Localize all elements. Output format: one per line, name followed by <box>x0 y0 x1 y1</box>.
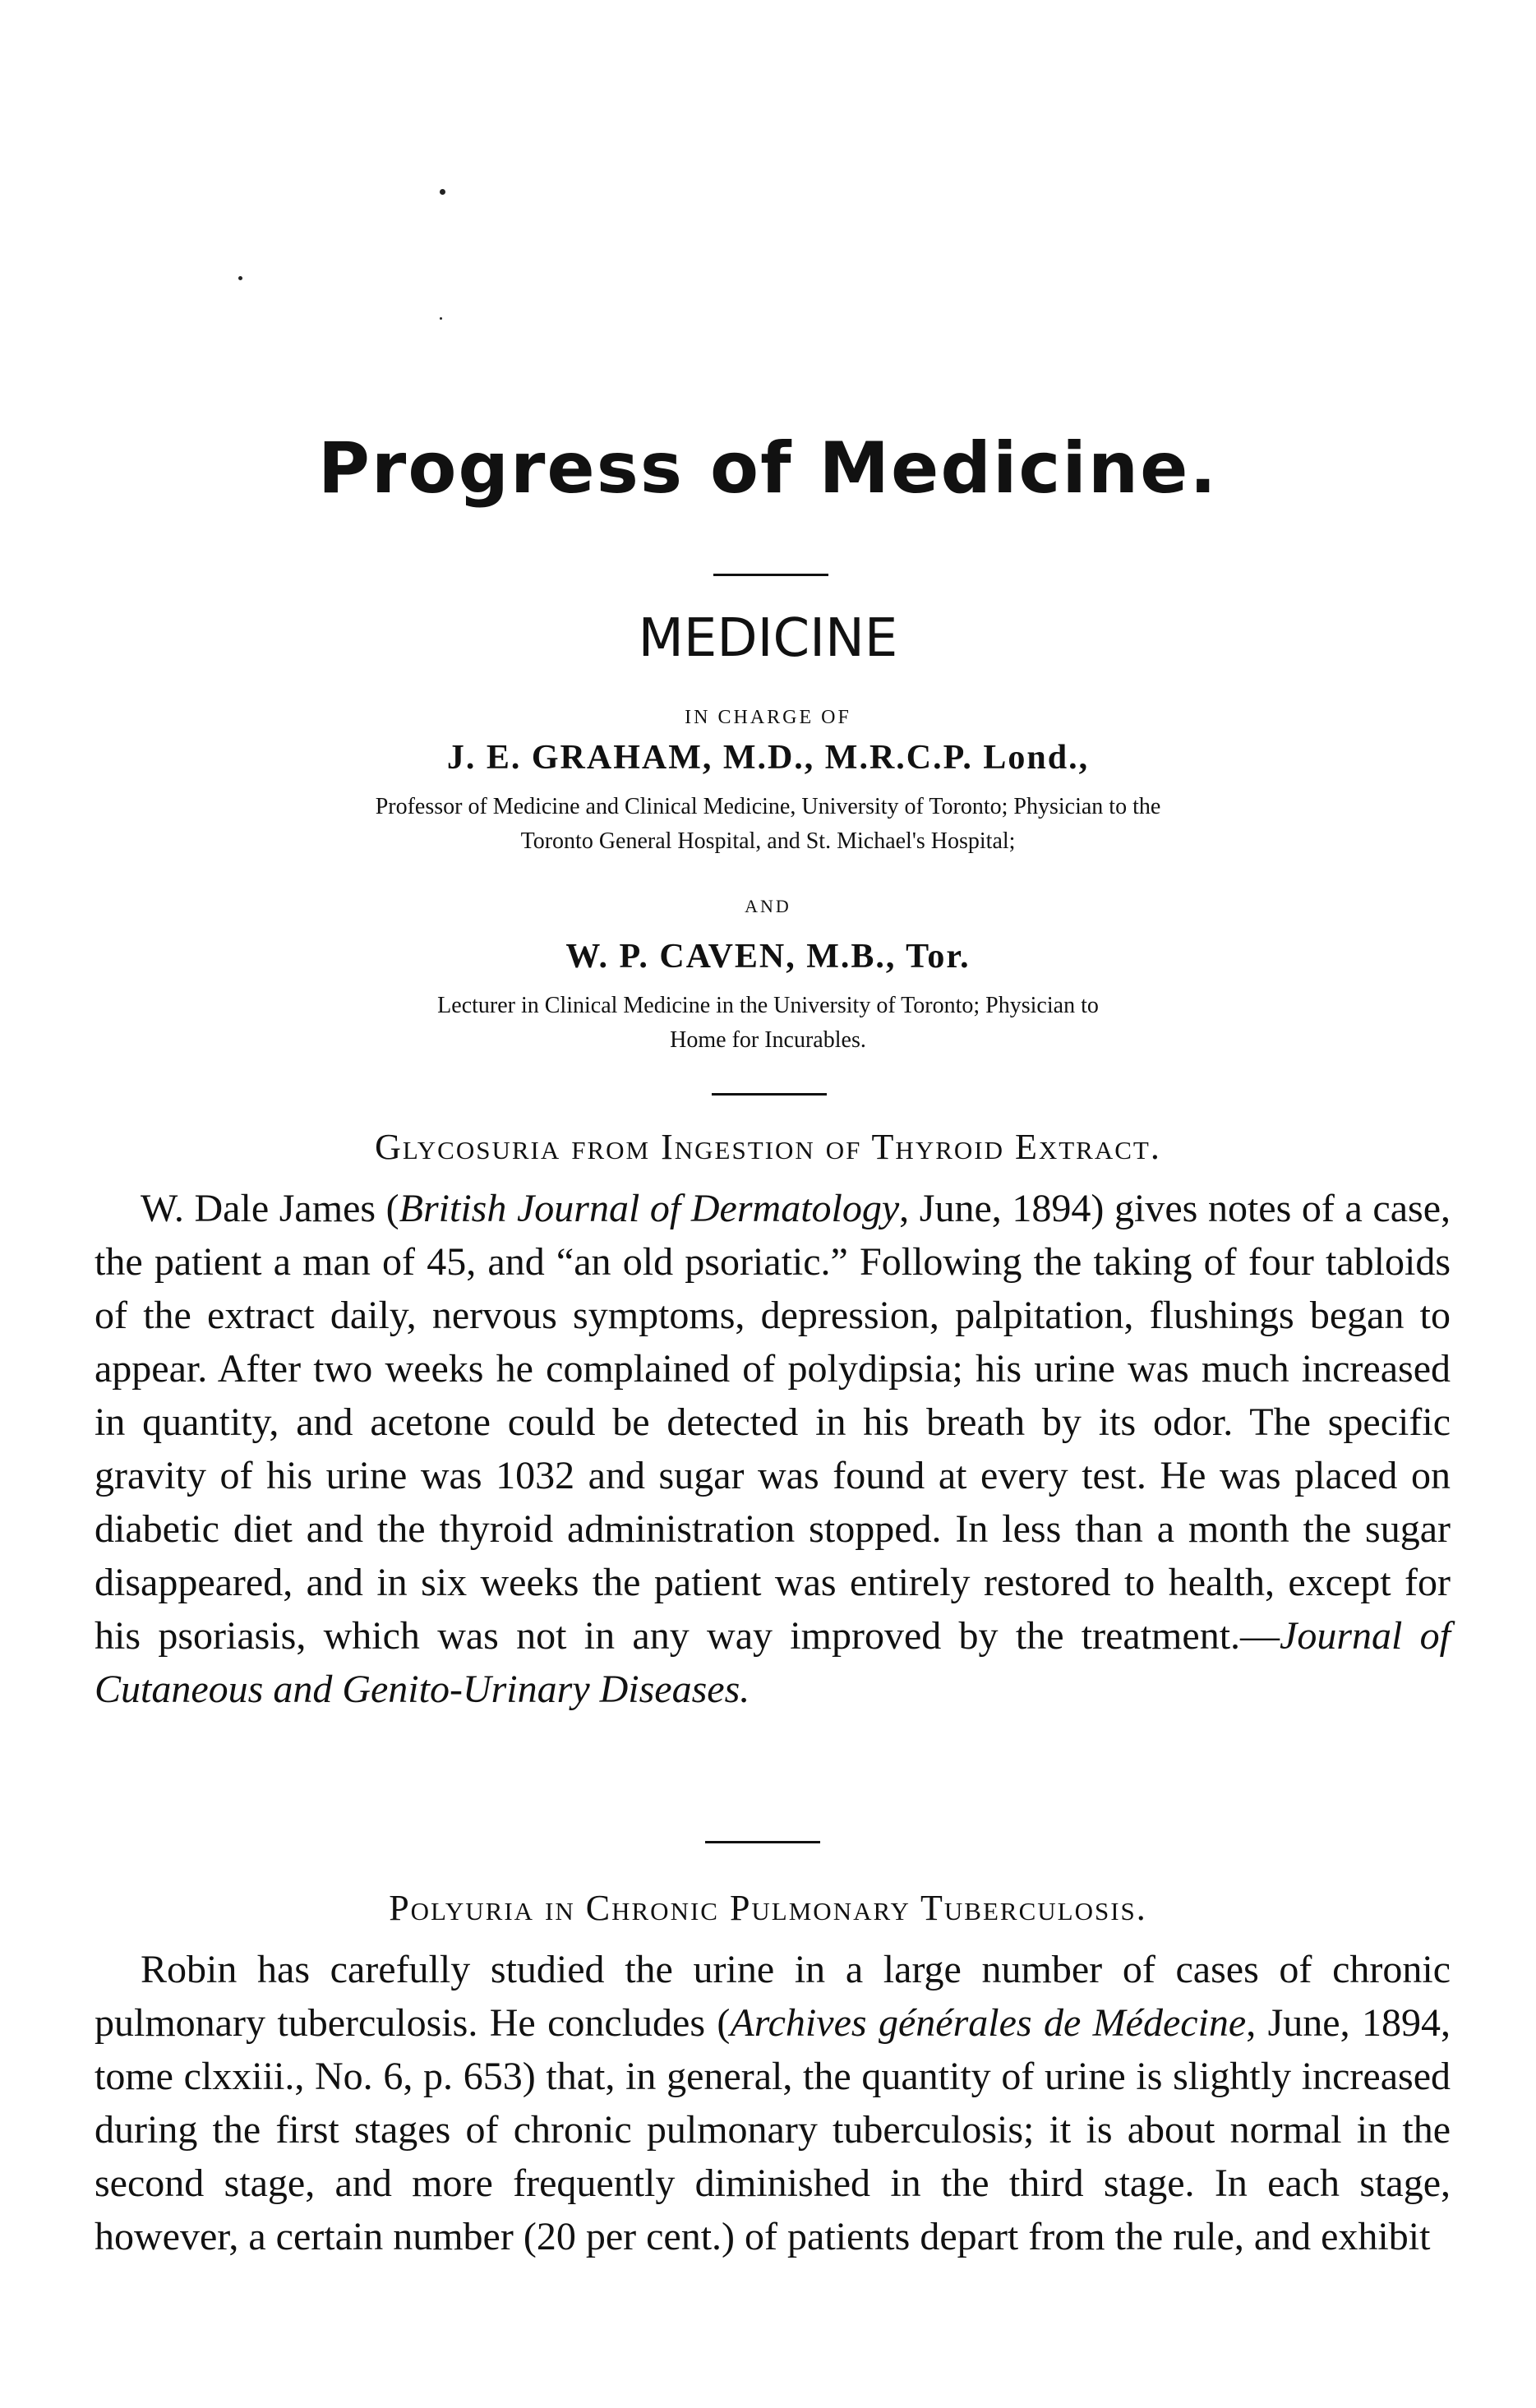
article-body <box>95 1182 1451 1716</box>
article-citation: Journal of Cutaneous and Genito-Urinary Diseases. <box>95 1614 1451 1711</box>
ink-speck <box>440 189 445 195</box>
editor-credentials: Professor of Medicine and Clinical Medicine, University of Toronto; Physician to the <box>375 794 1161 819</box>
article-body <box>95 1943 1451 2263</box>
editor-name: W. P. CAVEN, M.B., Tor. <box>565 938 971 976</box>
article-text: , June, 1894) gives notes of a case, the patient a man of 45, and “an old psoriatic.” Following the taking of four tabloids of the extract daily, nervous symptoms, depression, palpitation, flushings began to appear. After two weeks he complained of polydipsia; his urine was much increased in quantity, and acetone could be detected in his breath by its odor. The specific gravity of his urine was 1032 and sugar was found at every test. He was placed on diabetic diet and the thyroid administration stopped. In less than a month the sugar disappeared, and in six weeks the patient was entirely restored to health, except for his psoriasis, which was not in any way improved by the treatment.— <box>95 1187 1451 1658</box>
section-name: MEDICINE <box>638 608 898 669</box>
in-charge-label: IN CHARGE OF <box>685 707 851 728</box>
divider <box>713 574 828 576</box>
divider <box>712 1093 827 1096</box>
editor-credentials: Lecturer in Clinical Medicine in the University of Toronto; Physician to <box>437 993 1099 1018</box>
article-citation: British Journal of Dermatology <box>399 1187 900 1230</box>
article-text: , June, 1894, tome clxxiii., No. 6, p. 653) that, in general, the quantity of urine is slightly increased during the first stages of chronic pulmonary tuberculosis; it is about normal in the second stage, and more frequently diminished in the third stage. In each stage, however, a certain number (20 per cent.) of patients depart from the rule, and exhibit <box>95 2001 1451 2258</box>
ink-speck <box>440 317 442 320</box>
article-heading: Polyuria in Chronic Pulmonary Tuberculosis. <box>389 1888 1147 1928</box>
article-citation: Archives générales de Médecine <box>730 2001 1247 2045</box>
article-text: Robin has carefully studied the urine in a large number of cases of chronic pulmonary tuberculosis. He concludes ( <box>95 1948 1451 2045</box>
and-label: AND <box>745 896 791 916</box>
article-text: W. Dale James ( <box>141 1187 399 1230</box>
ink-speck <box>238 276 242 280</box>
editor-credentials: Toronto General Hospital, and St. Michael's Hospital; <box>520 828 1016 854</box>
article-heading: Glycosuria from Ingestion of Thyroid Extract. <box>375 1127 1161 1167</box>
page-title: Progress of Medicine. <box>317 427 1219 510</box>
divider <box>705 1841 820 1843</box>
editor-credentials: Home for Incurables. <box>670 1027 866 1053</box>
editor-name: J. E. GRAHAM, M.D., M.R.C.P. Lond., <box>446 739 1090 777</box>
